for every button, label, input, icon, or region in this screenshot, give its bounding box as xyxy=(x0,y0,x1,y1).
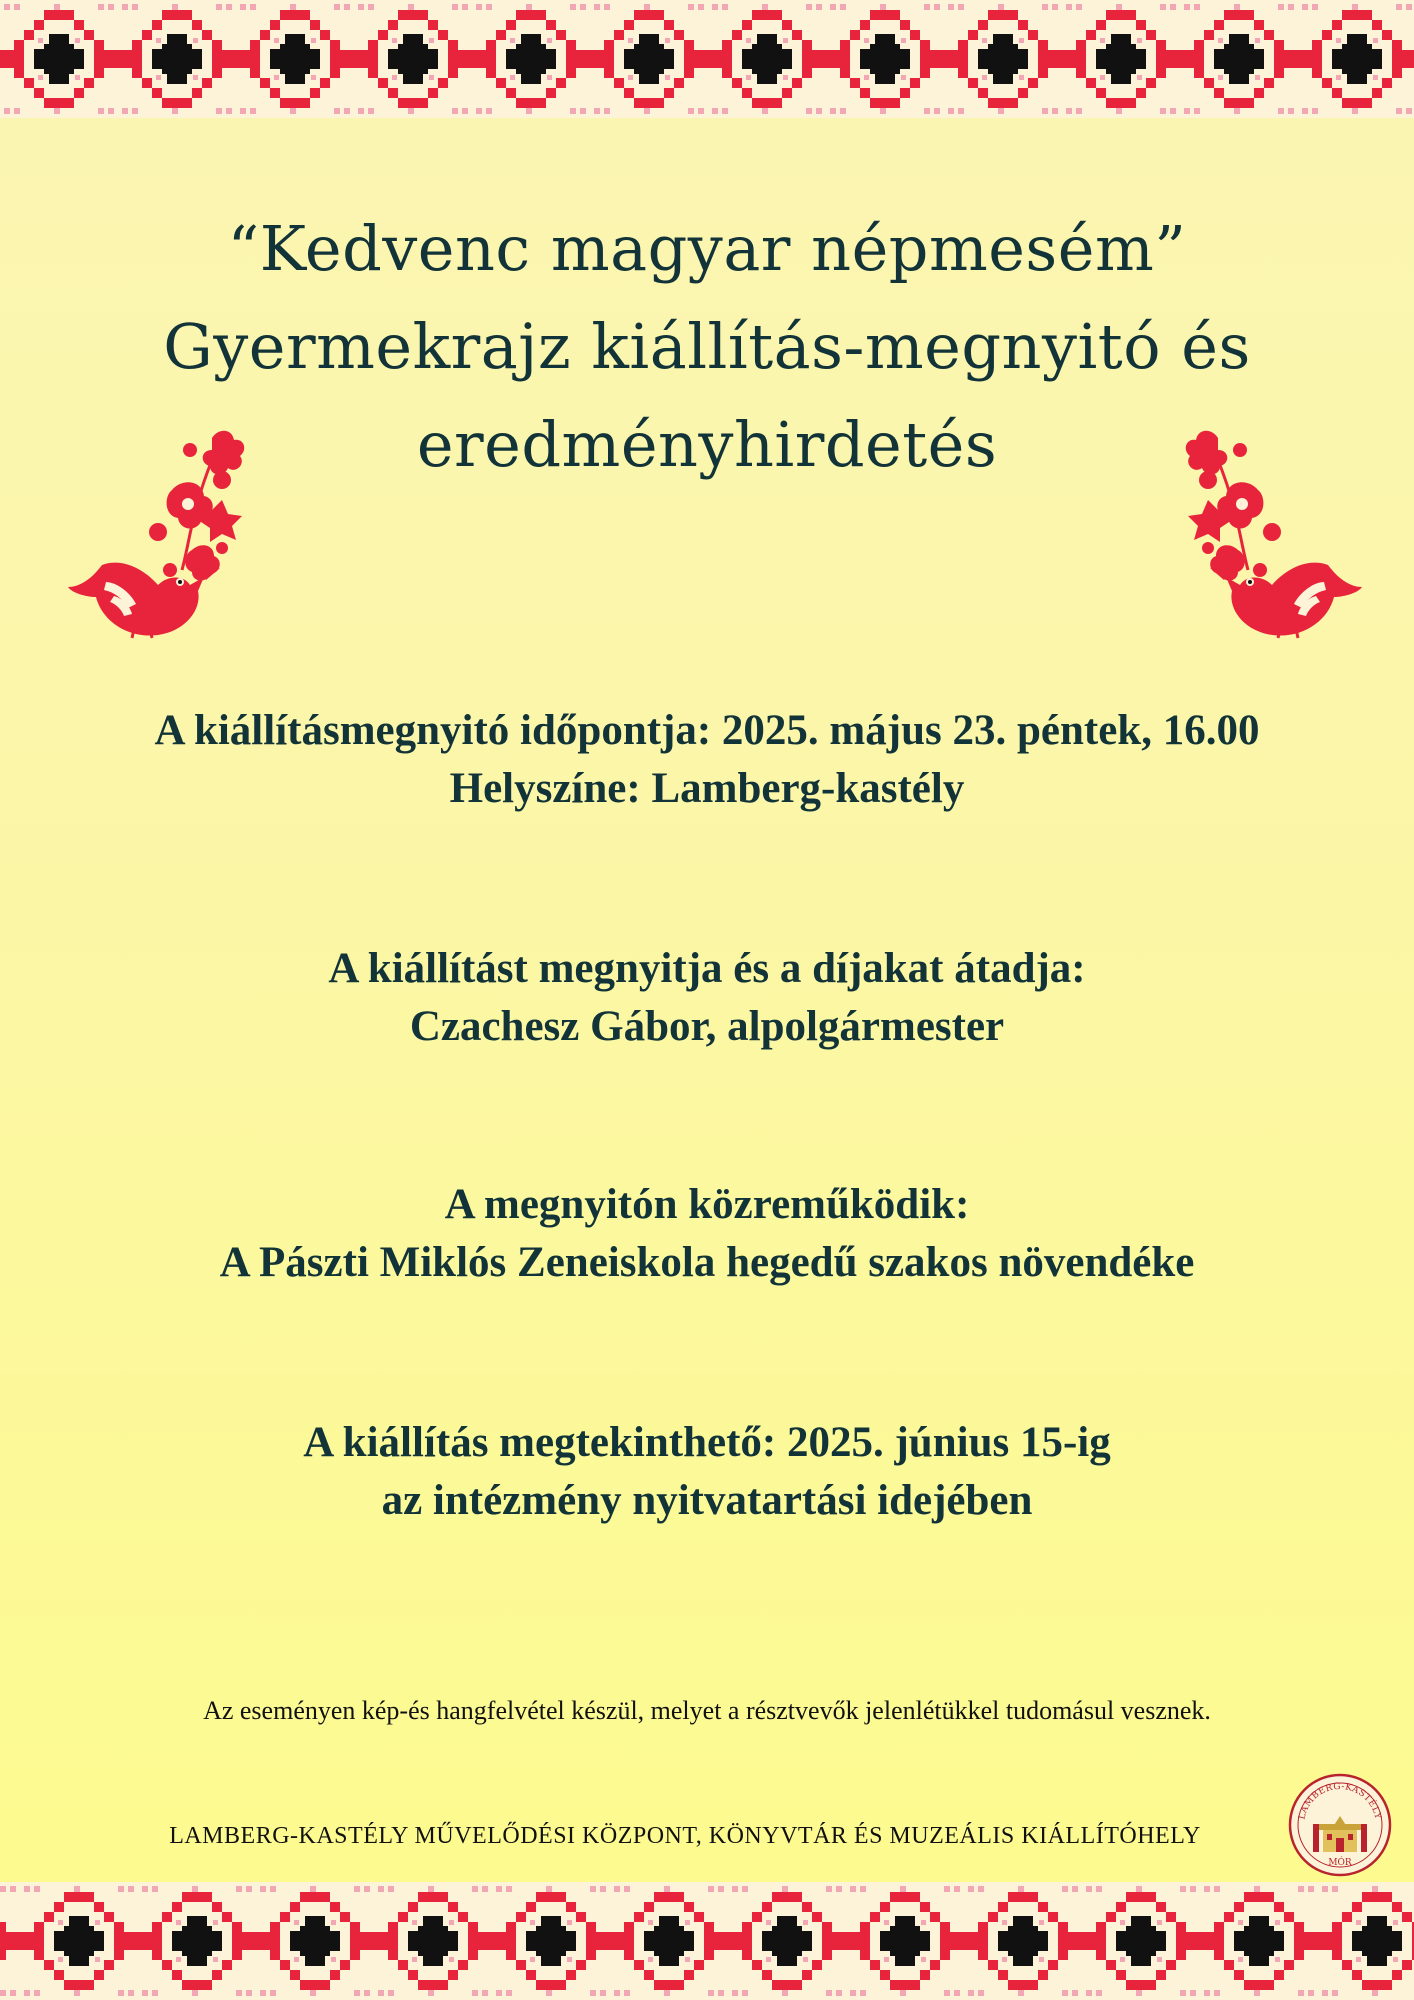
folk-bird-flower-icon xyxy=(62,420,272,645)
opener-label: A kiállítást megnyitja és a díjakat átadja: xyxy=(328,945,1086,992)
opener-info xyxy=(0,940,1414,1056)
music-info xyxy=(0,1176,1414,1292)
organization-name: LAMBERG-KASTÉLY MŰVELŐDÉSI KÖZPONT, KÖNYVTÁR ÉS MUZEÁLIS KIÁLLÍTÓHELY xyxy=(169,1823,1201,1849)
music-label: A megnyitón közreműködik: xyxy=(444,1181,970,1228)
viewing-info xyxy=(0,1414,1414,1530)
title-line-3: eredményhirdetés xyxy=(416,408,998,481)
bottom-embroidery-border xyxy=(0,1882,1414,2000)
opening-info xyxy=(0,702,1414,818)
viewing-until: A kiállítás megtekinthető: 2025. június 15-ig xyxy=(303,1419,1111,1466)
viewing-hours: az intézmény nyitvatartási idejében xyxy=(381,1477,1033,1524)
castle-seal-logo xyxy=(1287,1772,1393,1878)
title-line-1: “Kedvenc magyar népmesém” xyxy=(227,212,1187,285)
folk-bird-flower-icon xyxy=(1158,420,1368,645)
logo-city: MÓR xyxy=(1328,1858,1352,1868)
opening-venue: Helyszíne: Lamberg-kastély xyxy=(449,765,965,812)
music-performer: A Pászti Miklós Zeneiskola hegedű szakos növendéke xyxy=(219,1239,1195,1286)
recording-notice: Az eseményen kép-és hangfelvétel készül, melyet a résztvevők jelenlétükkel tudomásul vesznek. xyxy=(203,1696,1211,1725)
logo-arc-text: LAMBERG-KASTÉLY xyxy=(1297,1781,1383,1821)
opener-name: Czachesz Gábor, alpolgármester xyxy=(409,1003,1005,1050)
top-embroidery-border xyxy=(0,0,1414,118)
opening-date: A kiállításmegnyitó időpontja: 2025. május 23. péntek, 16.00 xyxy=(154,707,1260,754)
title-line-2: Gyermekrajz kiállítás-megnyitó és xyxy=(163,310,1251,383)
